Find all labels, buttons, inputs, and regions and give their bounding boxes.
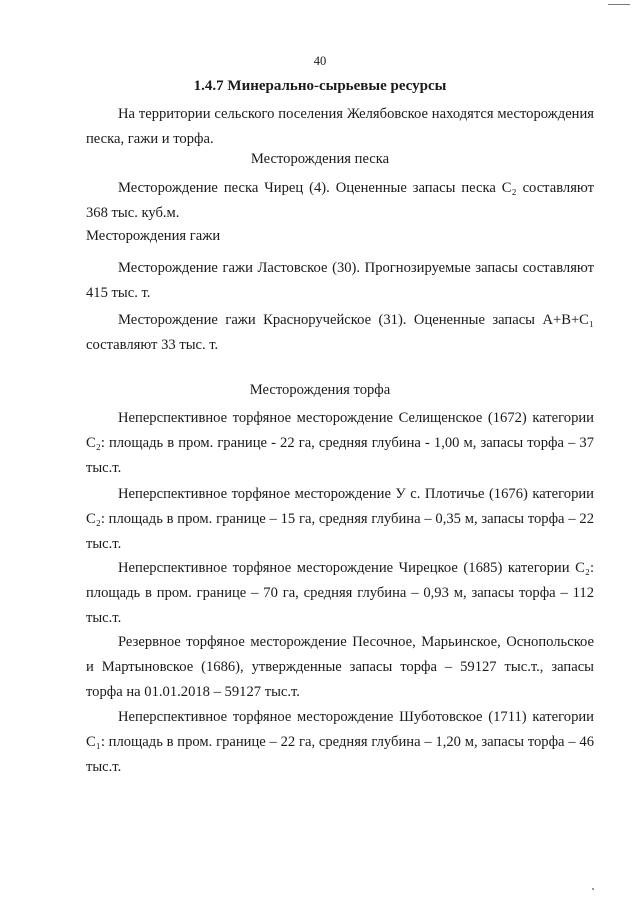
corner-mark — [608, 0, 630, 5]
sand-paragraph: Месторождение песка Чирец (4). Оцененные запасы песка С₂ составляют 368 тыс. куб.м. — [86, 180, 594, 221]
scan-speck — [592, 888, 594, 890]
peat-paragraph-4: Резервное торфяное месторождение Песочное, Марьинское, Оснопольское и Мартыновское (1686), утвержденные запасы торфа – 59127 тыс.т., запасы торфа на 01.01.2018 – 59127 тыс.т. — [86, 634, 594, 700]
section-heading: 1.4.7 Минерально-сырьевые ресурсы — [193, 78, 447, 94]
page-number: 40 — [313, 54, 327, 68]
peat-paragraph-1: Неперспективное торфяное месторождение Селищенское (1672) категории С₂: площадь в пром. границе - 22 га, средняя глубина - 1,00 м, запасы торфа – 37 тыс.т. — [86, 410, 594, 476]
gazha-paragraph-2: Месторождение гажи Краснoручейское (31). Оцененные запасы А+В+С₁ составляют 33 тыс. т. — [86, 312, 594, 353]
peat-paragraph-3: Неперспективное торфяное месторождение Чирецкое (1685) категории С₂: площадь в пром. границе – 70 га, средняя глубина – 0,93 м, запасы торфа – 112 тыс.т. — [86, 560, 594, 626]
gazha-paragraph-1: Месторождение гажи Ластовское (30). Прогнозируемые запасы составляют 415 тыс. т. — [86, 260, 594, 301]
peat-subtitle: Месторождения торфа — [249, 382, 391, 398]
intro-paragraph: На территории сельского поселения Желябовское находятся месторождения песка, гажи и торфа. — [86, 106, 594, 147]
sand-subtitle: Месторождения песка — [250, 151, 390, 167]
peat-paragraph-5: Неперспективное торфяное месторождение Шуботовское (1711) категории С₁: площадь в пром. границе – 22 га, средняя глубина – 1,20 м, запасы торфа – 46 тыс.т. — [86, 709, 594, 775]
gazha-subtitle: Месторождения гажи — [86, 228, 221, 244]
peat-paragraph-2: Неперспективное торфяное месторождение У с. Плотичье (1676) категории С₂: площадь в пром. границе – 15 га, средняя глубина – 0,35 м, запасы торфа – 22 тыс.т. — [86, 486, 594, 552]
